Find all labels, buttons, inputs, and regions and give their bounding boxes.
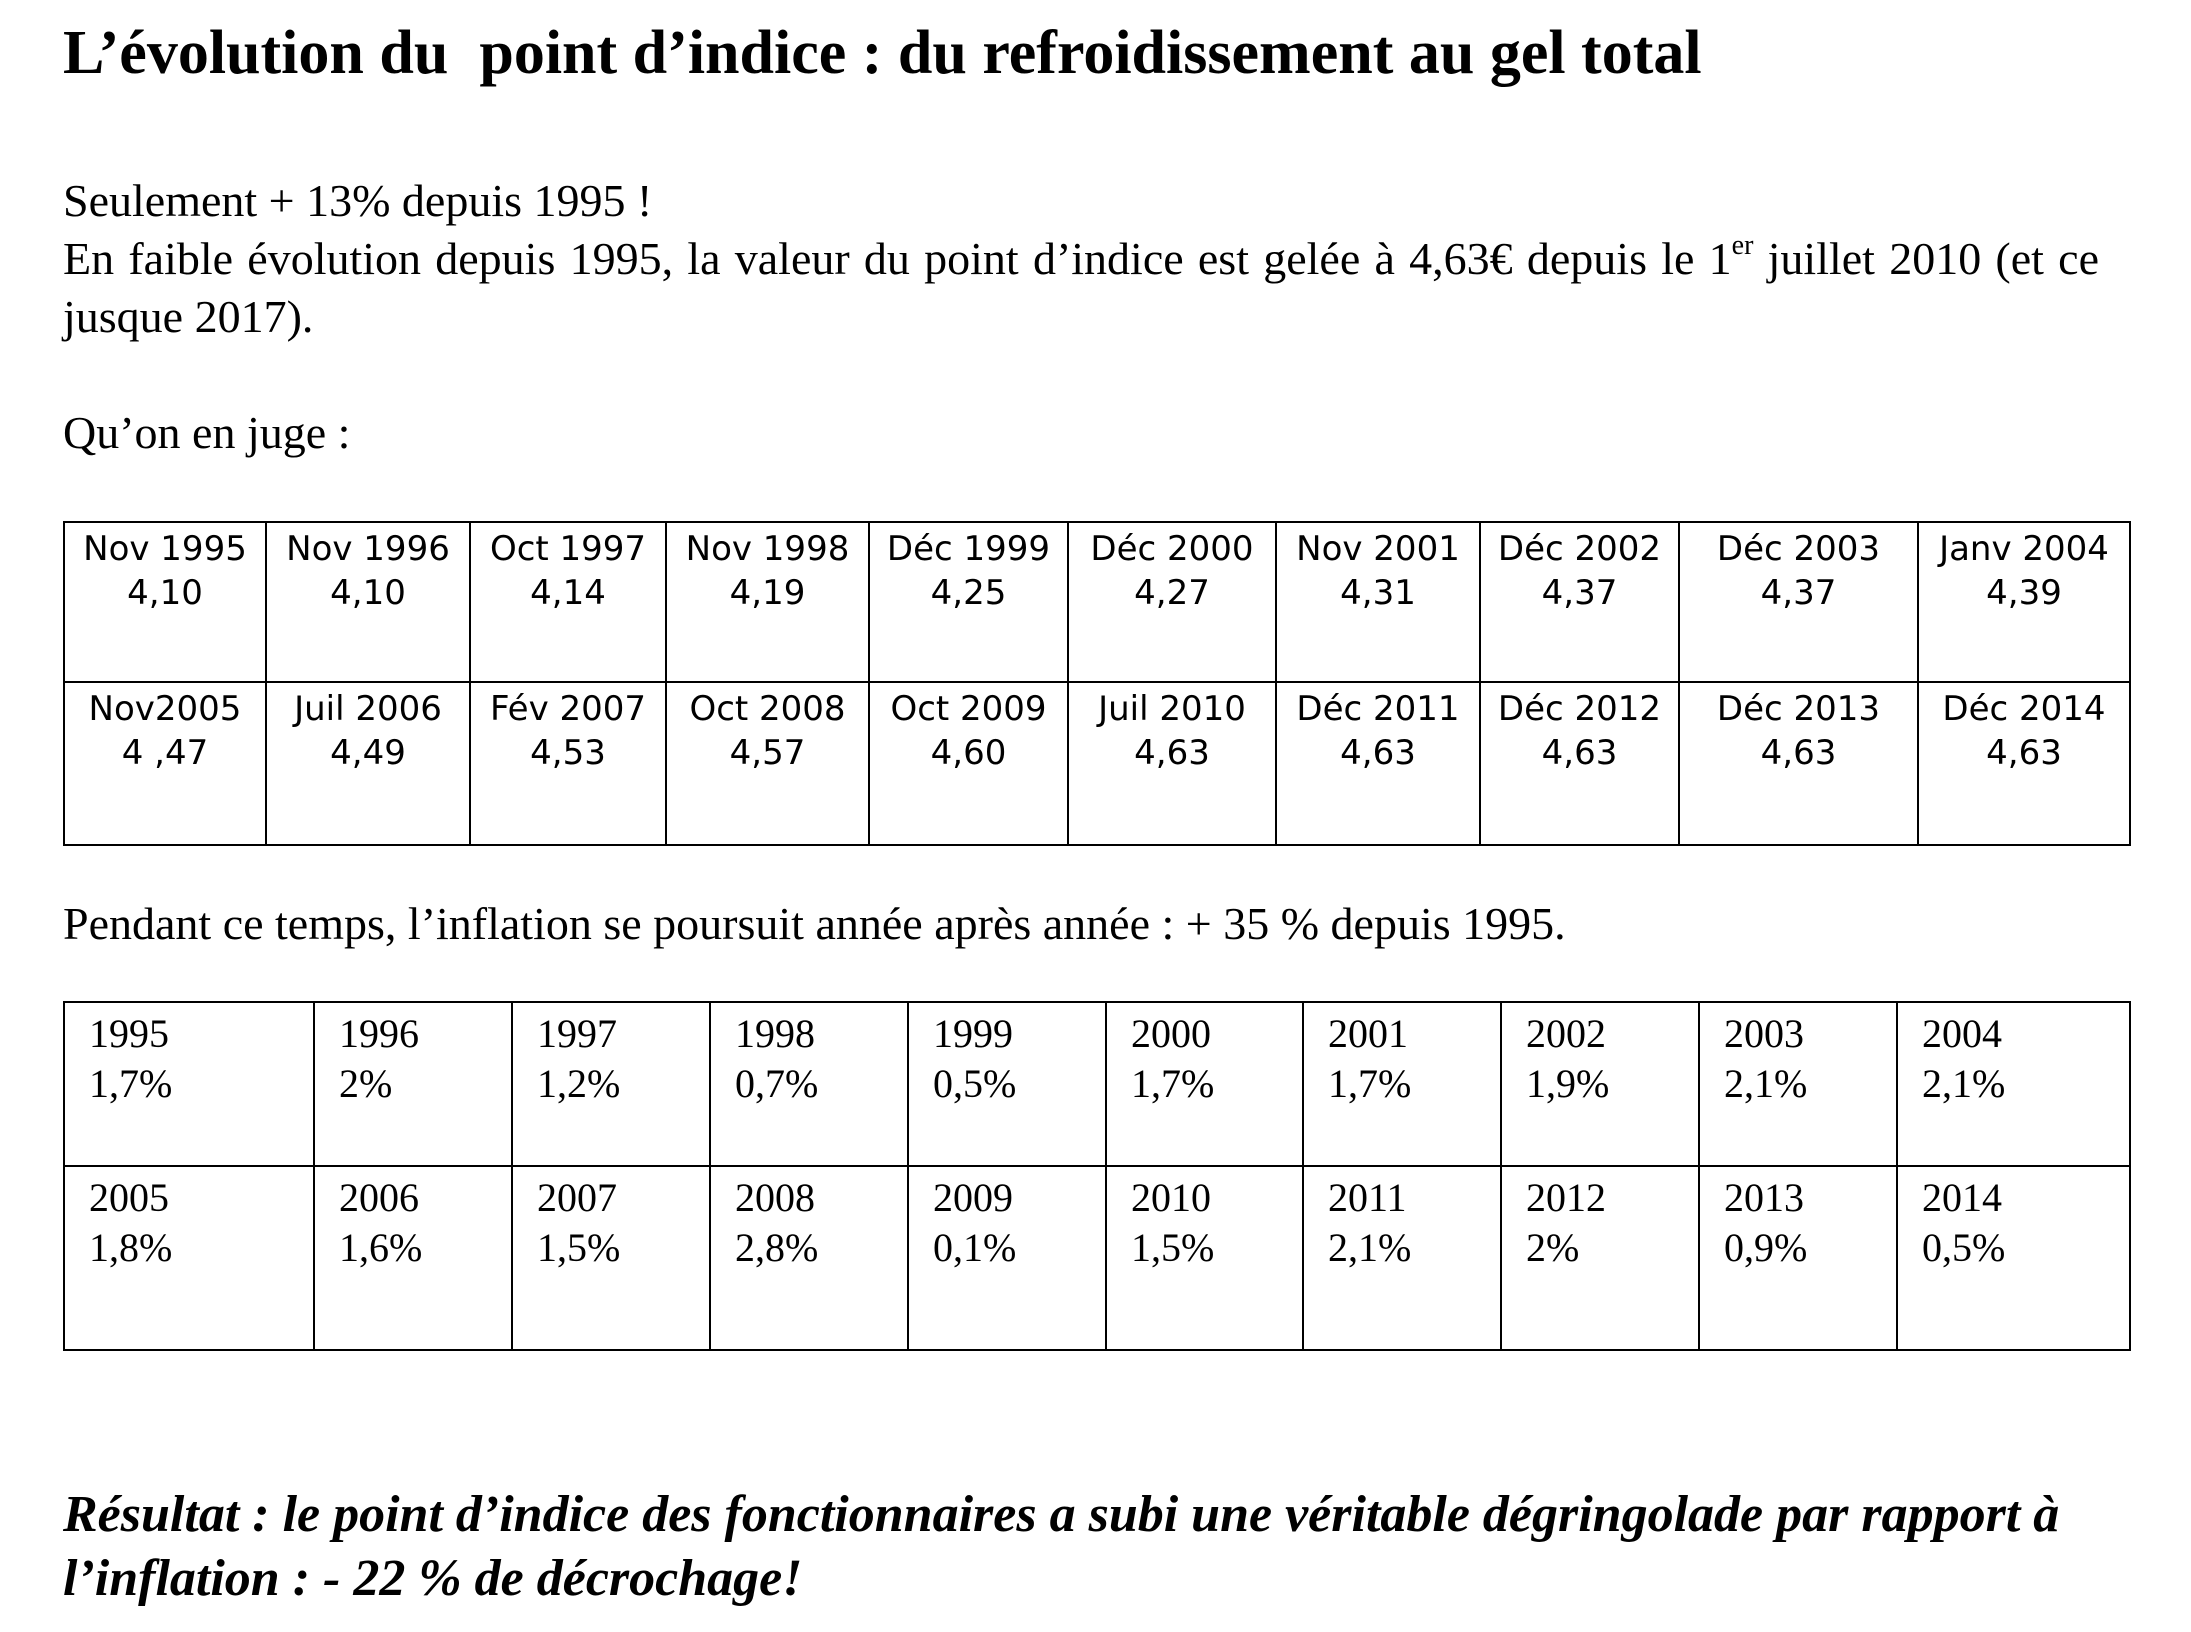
- cell-date-label: 2010: [1131, 1175, 1211, 1220]
- table-cell: [1068, 522, 1276, 682]
- table-cell: [710, 1002, 908, 1166]
- table-cell: [64, 1166, 314, 1350]
- cell-value: 4,10: [127, 573, 203, 613]
- cell-value: 0,5%: [1922, 1225, 2006, 1270]
- table-cell: [1303, 1002, 1501, 1166]
- table-cell: [266, 682, 470, 845]
- table-cell: [1699, 1002, 1897, 1166]
- inflation-table-row: [64, 1166, 2130, 1350]
- table-cell: [512, 1002, 710, 1166]
- subtitle: Seulement + 13% depuis 1995 !: [63, 175, 653, 226]
- cell-value: 4,37: [1760, 573, 1837, 613]
- cell-date-label: 2011: [1328, 1175, 1407, 1220]
- table-cell: [1501, 1002, 1699, 1166]
- cell-date-label: Déc 2003: [1716, 529, 1881, 569]
- cell-value: 4,63: [1986, 733, 2062, 773]
- judge-line: Qu’on en juge :: [63, 407, 351, 458]
- cell-value: 0,1%: [933, 1225, 1017, 1270]
- table-cell: [314, 1166, 512, 1350]
- cell-value: 2%: [339, 1061, 393, 1106]
- cell-value: 2,1%: [1922, 1061, 2006, 1106]
- table-cell: [666, 522, 869, 682]
- inflation-intro: Pendant ce temps, l’inflation se poursuit année après année : + 35 % depuis 1995.: [63, 898, 1566, 949]
- table-cell: [1699, 1166, 1897, 1350]
- cell-date-label: Nov 1996: [286, 529, 450, 569]
- cell-value: 1,8%: [89, 1225, 173, 1270]
- cell-value: 2,1%: [1724, 1061, 1808, 1106]
- cell-date-label: 2014: [1922, 1175, 2002, 1220]
- cell-value: 4,57: [729, 733, 806, 773]
- intro-paragraph: [63, 230, 2099, 346]
- cell-value: 4,53: [530, 733, 606, 773]
- inflation-table-body: [64, 1002, 2130, 1350]
- index-table-row: [64, 522, 2130, 682]
- cell-value: 1,5%: [537, 1225, 621, 1270]
- table-cell: [908, 1002, 1106, 1166]
- cell-value: 0,7%: [735, 1061, 819, 1106]
- cell-value: 1,7%: [1328, 1061, 1412, 1106]
- table-cell: [869, 522, 1068, 682]
- table-cell: [64, 682, 266, 845]
- cell-value: 4,10: [330, 573, 406, 613]
- page-title: L’évolution du point d’indice : du refroidissement au gel total: [63, 19, 1702, 87]
- cell-date-label: 2013: [1724, 1175, 1804, 1220]
- cell-value: 1,6%: [339, 1225, 423, 1270]
- cell-date-label: 2006: [339, 1175, 419, 1220]
- table-cell: [869, 682, 1068, 845]
- table-cell: [1068, 682, 1276, 845]
- cell-value: 4,63: [1340, 733, 1416, 773]
- cell-value: 1,2%: [537, 1061, 621, 1106]
- cell-date-label: Nov 1998: [685, 529, 850, 569]
- table-cell: [470, 682, 666, 845]
- cell-value: 4,63: [1134, 733, 1210, 773]
- table-cell: [1679, 682, 1918, 845]
- cell-value: 1,7%: [1131, 1061, 1215, 1106]
- cell-date-label: Juil 2006: [294, 689, 442, 729]
- cell-value: 1,5%: [1131, 1225, 1215, 1270]
- result-statement: Résultat : le point d’indice des fonctionnaires a subi une véritable dégringolade par rapport à l’inflation : - 22 % de décrochage!: [63, 1486, 2060, 1607]
- cell-date-label: Déc 2014: [1942, 689, 2106, 729]
- cell-value: 1,7%: [89, 1061, 173, 1106]
- cell-value: 4,14: [530, 573, 606, 613]
- cell-date-label: Oct 2008: [689, 689, 846, 729]
- cell-value: 4 ,47: [121, 733, 209, 773]
- cell-date-label: 2001: [1328, 1011, 1408, 1056]
- table-cell: [1276, 682, 1480, 845]
- table-cell: [1303, 1166, 1501, 1350]
- cell-date-label: Oct 1997: [489, 529, 647, 569]
- table-cell: [512, 1166, 710, 1350]
- table-cell: [1918, 682, 2130, 845]
- table-cell: [1679, 522, 1918, 682]
- intro-text-part1: En faible évolution depuis 1995, la valeur du point d’indice est gelée à 4,63€ depuis le 1: [63, 233, 1732, 284]
- cell-value: 4,31: [1340, 573, 1416, 613]
- cell-date-label: 2000: [1131, 1011, 1211, 1056]
- table-cell: [64, 1002, 314, 1166]
- table-cell: [666, 682, 869, 845]
- cell-date-label: Déc 1999: [886, 529, 1051, 569]
- cell-value: 4,60: [930, 733, 1007, 773]
- cell-value: 2,1%: [1328, 1225, 1412, 1270]
- cell-value: 0,9%: [1724, 1225, 1808, 1270]
- cell-value: 4,49: [330, 733, 406, 773]
- table-cell: [1918, 522, 2130, 682]
- cell-date-label: 2003: [1724, 1011, 1804, 1056]
- cell-value: 4,37: [1541, 573, 1618, 613]
- cell-date-label: Nov2005: [88, 689, 242, 729]
- cell-date-label: Fév 2007: [489, 689, 647, 729]
- table-cell: [1897, 1166, 2130, 1350]
- cell-date-label: Nov 2001: [1296, 529, 1460, 569]
- table-cell: [1501, 1166, 1699, 1350]
- table-cell: [1480, 522, 1679, 682]
- cell-value: 2%: [1526, 1225, 1580, 1270]
- table-cell: [470, 522, 666, 682]
- table-cell: [1480, 682, 1679, 845]
- index-point-table: [63, 521, 2131, 846]
- cell-date-label: Nov 1995: [83, 529, 247, 569]
- index-table-body: [64, 522, 2130, 845]
- table-cell: [710, 1166, 908, 1350]
- cell-date-label: 1997: [537, 1011, 617, 1056]
- cell-value: 4,19: [729, 573, 806, 613]
- cell-value: 4,27: [1134, 573, 1210, 613]
- cell-date-label: 2005: [89, 1175, 169, 1220]
- cell-value: 2,8%: [735, 1225, 819, 1270]
- cell-date-label: Déc 2002: [1497, 529, 1662, 569]
- cell-value: 4,63: [1760, 733, 1837, 773]
- cell-date-label: Déc 2011: [1296, 689, 1460, 729]
- cell-date-label: 1998: [735, 1011, 815, 1056]
- table-cell: [908, 1166, 1106, 1350]
- cell-date-label: Janv 2004: [1939, 529, 2109, 569]
- cell-date-label: Déc 2013: [1716, 689, 1881, 729]
- cell-date-label: Juil 2010: [1098, 689, 1246, 729]
- intro-text-part2: juillet 2010 (et ce jusque 2017).: [63, 233, 2100, 342]
- table-cell: [1106, 1166, 1303, 1350]
- cell-value: 1,9%: [1526, 1061, 1610, 1106]
- cell-date-label: 2012: [1526, 1175, 1606, 1220]
- index-table-row: [64, 682, 2130, 845]
- cell-date-label: Oct 2009: [890, 689, 1047, 729]
- table-cell: [1106, 1002, 1303, 1166]
- table-cell: [314, 1002, 512, 1166]
- cell-date-label: 2007: [537, 1175, 617, 1220]
- table-cell: [1897, 1002, 2130, 1166]
- cell-date-label: 2009: [933, 1175, 1013, 1220]
- cell-date-label: 2004: [1922, 1011, 2002, 1056]
- table-cell: [64, 522, 266, 682]
- cell-date-label: Déc 2012: [1497, 689, 1662, 729]
- table-cell: [1276, 522, 1480, 682]
- cell-date-label: 1999: [933, 1011, 1013, 1056]
- inflation-table: [63, 1001, 2131, 1351]
- cell-date-label: 2008: [735, 1175, 815, 1220]
- inflation-table-row: [64, 1002, 2130, 1166]
- intro-superscript: er: [1731, 230, 1754, 261]
- table-cell: [266, 522, 470, 682]
- cell-value: 0,5%: [933, 1061, 1017, 1106]
- cell-date-label: Déc 2000: [1090, 529, 1254, 569]
- cell-date-label: 1995: [89, 1011, 169, 1056]
- cell-date-label: 1996: [339, 1011, 419, 1056]
- cell-value: 4,25: [930, 573, 1007, 613]
- cell-value: 4,63: [1541, 733, 1618, 773]
- cell-date-label: 2002: [1526, 1011, 1606, 1056]
- cell-value: 4,39: [1986, 573, 2062, 613]
